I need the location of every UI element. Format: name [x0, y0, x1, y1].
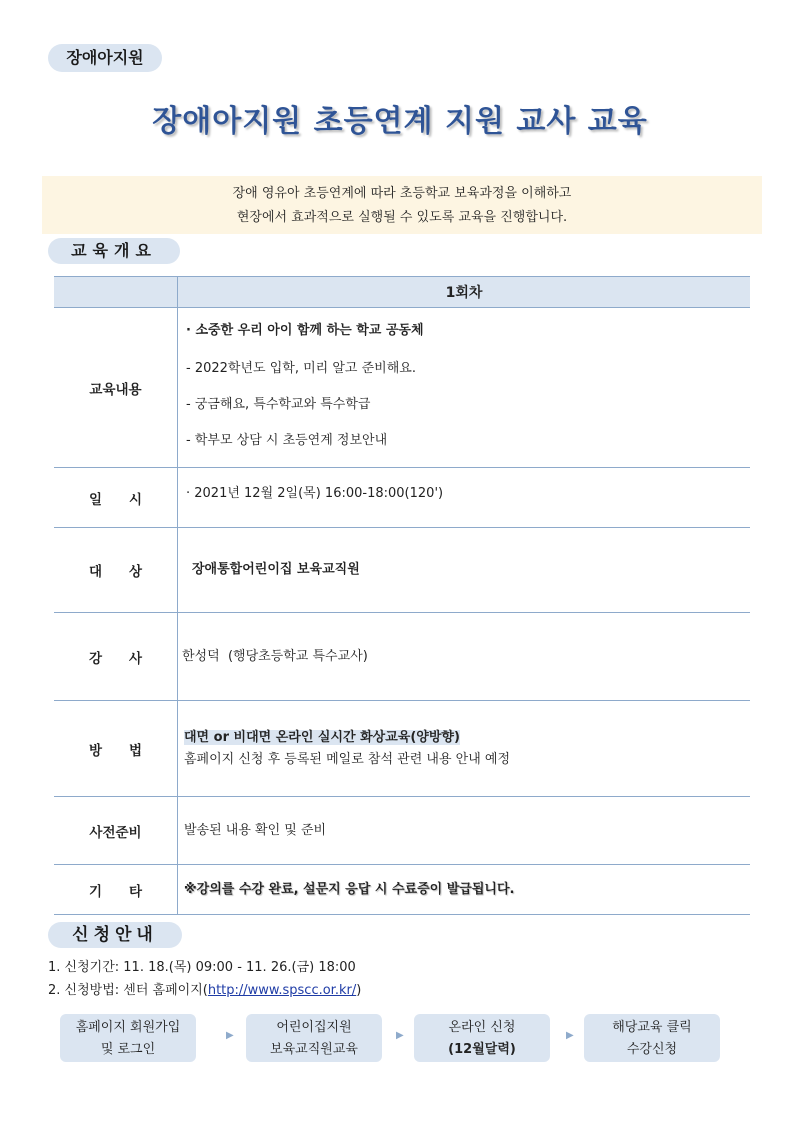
- table-row-target: [54, 528, 750, 613]
- session-header: 1회차: [178, 277, 751, 308]
- step-online-apply: [414, 1014, 550, 1062]
- education-overview-table: [54, 276, 750, 915]
- row-value: [178, 865, 751, 915]
- arrow-right-icon: ▶: [566, 1030, 574, 1041]
- apply-heading: 신청안내: [48, 922, 182, 948]
- apply-method: [48, 979, 361, 1002]
- row-value: [178, 528, 751, 613]
- page-title: 장애아지원 초등연계 지원 교사 교육: [152, 104, 648, 139]
- arrow-right-icon: ▶: [226, 1030, 234, 1041]
- apply-method-prefix: 2. 신청방법: 센터 홈페이지(: [48, 983, 208, 998]
- row-value: [178, 468, 751, 528]
- step-course-register: [584, 1014, 720, 1062]
- row-value: [178, 797, 751, 865]
- etc-value: ※강의를 수강 완료, 설문지 응답 시 수료증이 발급됩니다.: [184, 881, 515, 897]
- row-value: [178, 701, 751, 797]
- target-value: 장애통합어린이집 보육교직원: [192, 562, 360, 577]
- method-highlight: 대면 or 비대면 온라인 실시간 화상교육(양방향): [184, 729, 460, 745]
- apply-method-suffix: ): [356, 983, 362, 998]
- step-line: 수강신청: [626, 1042, 678, 1057]
- table-header-row: [54, 277, 750, 308]
- step-line: 해당교육 클릭: [612, 1020, 692, 1035]
- intro-box: [42, 176, 762, 234]
- apply-period: 1. 신청기간: 11. 18.(목) 09:00 - 11. 26.(금) 18:00: [48, 960, 356, 975]
- step-line: 온라인 신청: [448, 1020, 516, 1035]
- table-row-method: [54, 701, 750, 797]
- row-label: 일 시: [54, 468, 178, 528]
- row-label: 기 타: [54, 865, 178, 915]
- header-empty-cell: [54, 277, 178, 308]
- table-row-datetime: [54, 468, 750, 528]
- table-row-preparation: [54, 797, 750, 865]
- table-row-instructor: [54, 613, 750, 701]
- arrow-right-icon: ▶: [396, 1030, 404, 1041]
- row-label: 사전준비: [54, 797, 178, 865]
- row-value: [178, 308, 751, 468]
- table-row-etc: [54, 865, 750, 915]
- preparation-value: 발송된 내용 확인 및 준비: [184, 822, 327, 838]
- intro-line: 장애 영유아 초등연계에 따라 초등학교 보육과정을 이해하고: [232, 186, 572, 201]
- step-line: (12월달력): [448, 1042, 516, 1057]
- overview-heading: 교육개요: [48, 238, 180, 264]
- row-label: 대 상: [54, 528, 178, 613]
- content-line: - 2022학년도 입학, 미리 알고 준비해요.: [186, 360, 416, 376]
- table-row-content: [54, 308, 750, 468]
- homepage-link[interactable]: http://www.spscc.or.kr/: [207, 983, 357, 998]
- step-line: 보육교직원교육: [270, 1042, 358, 1057]
- content-line: - 궁금해요, 특수학교와 특수학급: [186, 396, 371, 412]
- apply-info: [48, 956, 361, 1002]
- step-signup-login: [60, 1014, 196, 1062]
- category-badge: 장애아지원: [48, 44, 162, 72]
- datetime-value: · 2021년 12월 2일(목) 16:00-18:00(120'): [186, 485, 444, 501]
- intro-line: 현장에서 효과적으로 실행될 수 있도록 교육을 진행합니다.: [236, 210, 568, 225]
- row-label: 강 사: [54, 613, 178, 701]
- row-label: 교육내용: [54, 308, 178, 468]
- content-line: - 학부모 상담 시 초등연계 정보안내: [186, 432, 388, 448]
- row-value: [178, 613, 751, 701]
- step-line: 어린이집지원: [276, 1020, 352, 1035]
- content-line: · 소중한 우리 아이 함께 하는 학교 공동체: [186, 322, 424, 338]
- step-line: 및 로그인: [100, 1042, 156, 1057]
- row-label: 방 법: [54, 701, 178, 797]
- step-daycare-support: [246, 1014, 382, 1062]
- step-line: 홈페이지 회원가입: [75, 1020, 181, 1035]
- instructor-value: 한성덕 (행당초등학교 특수교사): [182, 648, 368, 664]
- method-note: 홈페이지 신청 후 등록된 메일로 참석 관련 내용 안내 예정: [184, 751, 511, 767]
